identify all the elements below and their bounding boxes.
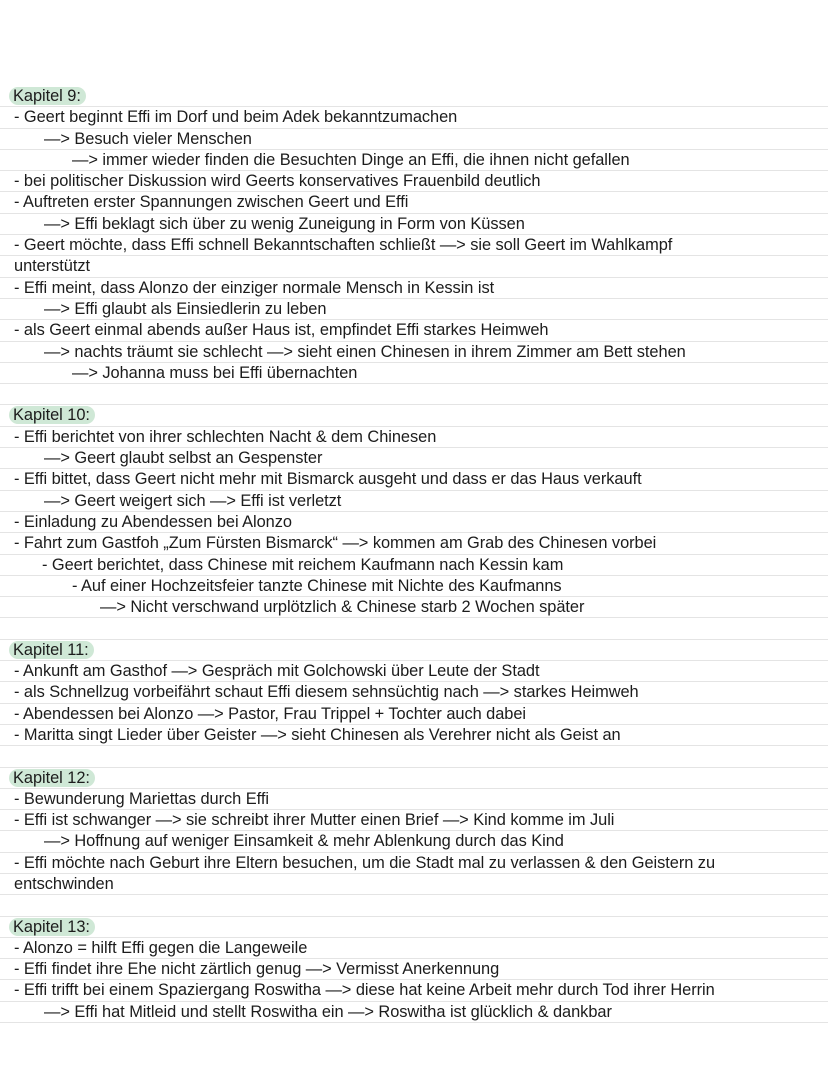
- note-line: - Fahrt zum Gastfoh „Zum Fürsten Bismarck“ —> kommen am Grab des Chinesen vorbei: [0, 533, 828, 554]
- note-line: - als Schnellzug vorbeifährt schaut Effi diesem sehnsüchtig nach —> starkes Heimweh: [0, 682, 828, 703]
- note-line: - Effi ist schwanger —> sie schreibt ihrer Mutter einen Brief —> Kind komme im Juli: [0, 810, 828, 831]
- blank-line: [0, 618, 828, 639]
- chapter-12-title: Kapitel 12:: [9, 769, 95, 787]
- note-line: - Effi bittet, dass Geert nicht mehr mit Bismarck ausgeht und dass er das Haus verkauft: [0, 469, 828, 490]
- note-line: —> Effi hat Mitleid und stellt Roswitha ein —> Roswitha ist glücklich & dankbar: [0, 1002, 828, 1023]
- note-line: - als Geert einmal abends außer Haus ist, empfindet Effi starkes Heimweh: [0, 320, 828, 341]
- note-line: - Bewunderung Mariettas durch Effi: [0, 789, 828, 810]
- chapter-11-title: Kapitel 11:: [9, 641, 94, 659]
- notes-page: [0, 86, 828, 1023]
- note-line: - Geert berichtet, dass Chinese mit reichem Kaufmann nach Kessin kam: [0, 555, 828, 576]
- blank-line: [0, 384, 828, 405]
- note-line: - Effi trifft bei einem Spaziergang Roswitha —> diese hat keine Arbeit mehr durch Tod ihrer Herrin: [0, 980, 828, 1001]
- note-line: - Maritta singt Lieder über Geister —> sieht Chinesen als Verehrer nicht als Geist an: [0, 725, 828, 746]
- note-line: - Einladung zu Abendessen bei Alonzo: [0, 512, 828, 533]
- blank-line: [0, 746, 828, 767]
- note-line: - Effi möchte nach Geburt ihre Eltern besuchen, um die Stadt mal zu verlassen & den Geistern zu: [0, 853, 828, 874]
- note-line: —> Nicht verschwand urplötzlich & Chinese starb 2 Wochen später: [0, 597, 828, 618]
- note-line: - Effi berichtet von ihrer schlechten Nacht & dem Chinesen: [0, 427, 828, 448]
- note-line: —> Effi glaubt als Einsiedlerin zu leben: [0, 299, 828, 320]
- note-line: —> Besuch vieler Menschen: [0, 129, 828, 150]
- note-line: - Effi meint, dass Alonzo der einziger normale Mensch in Kessin ist: [0, 278, 828, 299]
- chapter-heading: [0, 640, 828, 661]
- note-line: unterstützt: [0, 256, 828, 277]
- note-line: entschwinden: [0, 874, 828, 895]
- note-line: - Geert möchte, dass Effi schnell Bekanntschaften schließt —> sie soll Geert im Wahlkampf: [0, 235, 828, 256]
- note-line: - Alonzo = hilft Effi gegen die Langeweile: [0, 938, 828, 959]
- note-line: —> nachts träumt sie schlecht —> sieht einen Chinesen in ihrem Zimmer am Bett stehen: [0, 342, 828, 363]
- note-line: - Geert beginnt Effi im Dorf und beim Adek bekanntzumachen: [0, 107, 828, 128]
- note-line: —> Geert weigert sich —> Effi ist verletzt: [0, 491, 828, 512]
- chapter-9-title: Kapitel 9:: [9, 87, 86, 105]
- chapter-10-title: Kapitel 10:: [9, 406, 95, 424]
- note-line: —> Effi beklagt sich über zu wenig Zuneigung in Form von Küssen: [0, 214, 828, 235]
- note-line: - bei politischer Diskussion wird Geerts konservatives Frauenbild deutlich: [0, 171, 828, 192]
- note-line: - Abendessen bei Alonzo —> Pastor, Frau Trippel + Tochter auch dabei: [0, 704, 828, 725]
- note-line: —> Johanna muss bei Effi übernachten: [0, 363, 828, 384]
- note-line: - Auftreten erster Spannungen zwischen Geert und Effi: [0, 192, 828, 213]
- chapter-heading: [0, 86, 828, 107]
- chapter-13-title: Kapitel 13:: [9, 918, 95, 936]
- note-line: —> immer wieder finden die Besuchten Dinge an Effi, die ihnen nicht gefallen: [0, 150, 828, 171]
- chapter-heading: [0, 917, 828, 938]
- note-line: —> Geert glaubt selbst an Gespenster: [0, 448, 828, 469]
- note-line: - Ankunft am Gasthof —> Gespräch mit Golchowski über Leute der Stadt: [0, 661, 828, 682]
- note-line: - Effi findet ihre Ehe nicht zärtlich genug —> Vermisst Anerkennung: [0, 959, 828, 980]
- chapter-heading: [0, 768, 828, 789]
- chapter-heading: [0, 405, 828, 426]
- note-line: —> Hoffnung auf weniger Einsamkeit & mehr Ablenkung durch das Kind: [0, 831, 828, 852]
- blank-line: [0, 895, 828, 916]
- note-line: - Auf einer Hochzeitsfeier tanzte Chinese mit Nichte des Kaufmanns: [0, 576, 828, 597]
